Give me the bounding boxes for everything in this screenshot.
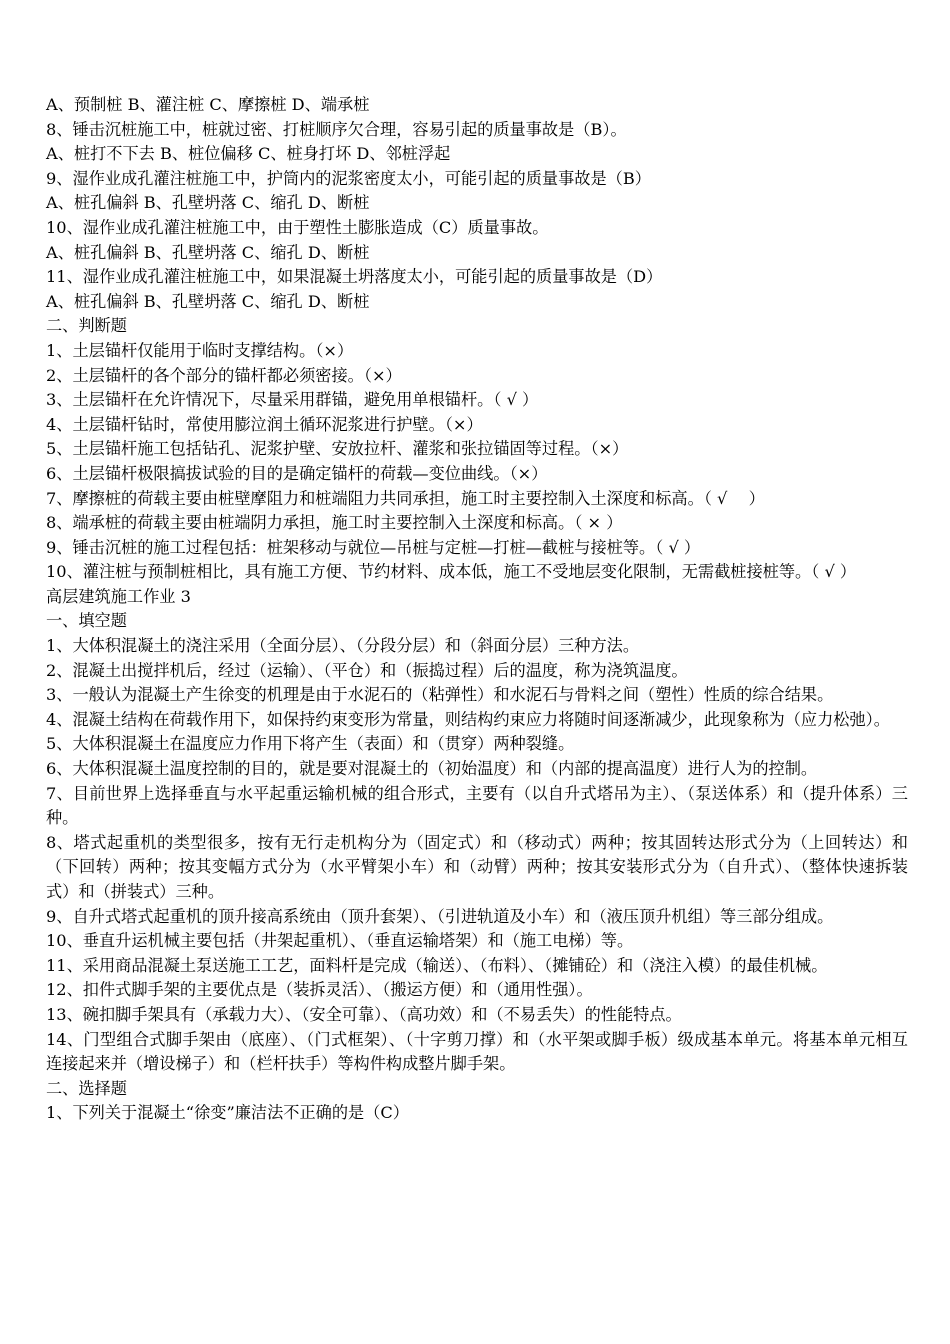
text-line: 4、混凝土结构在荷载作用下，如保持约束变形为常量，则结构约束应力将随时间逐渐减少，此现象称为（应力松弛）。 [46, 709, 890, 729]
text-line: 1、大体积混凝土的浇注采用（全面分层）、（分段分层）和（斜面分层）三种方法。 [46, 636, 640, 656]
text-line: 11、采用商品混凝土泵送施工工艺，面料杆是完成（输送）、（布料）、（摊铺砼）和（浇注入模）的最佳机械。 [46, 955, 828, 975]
text-line: 3、土层锚杆在允许情况下，尽量采用群锚，避免用单根锚杆。（ √ ） [46, 390, 539, 410]
section-heading: 一、填空题 [46, 611, 127, 631]
section-heading: 二、选择题 [46, 1078, 127, 1098]
assignment-title: 高层建筑施工作业 3 [46, 586, 191, 606]
text-line: 2、混凝土出搅拌机后，经过（运输）、（平仓）和（振捣过程）后的温度，称为浇筑温度。 [46, 660, 688, 680]
text-line: 11、湿作业成孔灌注桩施工中，如果混凝土坍落度太小，可能引起的质量事故是（D） [46, 267, 663, 287]
text-line: 10、垂直升运机械主要包括（井架起重机）、（垂直运输塔架）和（施工电梯）等。 [46, 931, 634, 951]
text-line: 7、目前世界上选择垂直与水平起重运输机械的组合形式，主要有（以自升式塔吊为主）、（泵送体系）和（提升体系）三种。 [46, 783, 908, 828]
text-line: 4、土层锚杆钻时，常使用膨泣润土循环泥浆进行护壁。（×） [46, 414, 483, 434]
text-line: A、桩孔偏斜 B、孔壁坍落 C、缩孔 D、断桩 [46, 193, 370, 213]
text-line: A、桩打不下去 B、桩位偏移 C、桩身打坏 D、邻桩浮起 [46, 144, 451, 164]
text-line: 10、灌注桩与预制桩相比，具有施工方便、节约材料、成本低，施工不受地层变化限制，无需截桩接桩等。（ √ ） [46, 562, 857, 582]
text-line: 10、湿作业成孔灌注桩施工中，由于塑性土膨胀造成（C）质量事故。 [46, 217, 549, 237]
text-line: 5、土层锚杆施工包括钻孔、泥浆护壁、安放拉杆、灌浆和张拉锚固等过程。（×） [46, 439, 629, 459]
text-line: 6、大体积混凝土温度控制的目的，就是要对混凝土的（初始温度）和（内部的提高温度）进行人为的控制。 [46, 759, 818, 779]
document-page [46, 93, 908, 1126]
text-line: A、桩孔偏斜 B、孔壁坍落 C、缩孔 D、断桩 [46, 242, 370, 262]
text-line: 3、一般认为混凝土产生徐变的机理是由于水泥石的（粘弹性）和水泥石与骨料之间（塑性）性质的综合结果。 [46, 685, 834, 705]
text-line: A、桩孔偏斜 B、孔壁坍落 C、缩孔 D、断桩 [46, 291, 370, 311]
text-line: A、预制桩 B、灌注桩 C、摩擦桩 D、端承桩 [46, 95, 370, 114]
text-line: 9、锤击沉桩的施工过程包括：桩架移动与就位—吊桩与定桩—打桩—截桩与接桩等。（ √ ） [46, 537, 701, 557]
text-line: 1、下列关于混凝土“徐变”廉洁法不正确的是（C） [46, 1103, 409, 1123]
text-line: 5、大体积混凝土在温度应力作用下将产生（表面）和（贯穿）两种裂缝。 [46, 734, 575, 754]
text-line: 6、土层锚杆极限搞拔试验的目的是确定锚杆的荷载—变位曲线。（×） [46, 463, 548, 483]
text-line: 14、门型组合式脚手架由（底座）、（门式框架）、（十字剪刀撑）和（水平架或脚手板）级成基本单元。将基本单元相互连接起来并（增设梯子）和（栏杆扶手）等构件构成整片脚手架。 [46, 1029, 908, 1074]
text-line: 12、扣件式脚手架的主要优点是（装拆灵活）、（搬运方便）和（通用性强）。 [46, 980, 593, 1000]
text-line: 8、锤击沉桩施工中，桩就过密、打桩顺序欠合理，容易引起的质量事故是（B）。 [46, 119, 627, 139]
text-line: 9、湿作业成孔灌注桩施工中，护筒内的泥浆密度太小，可能引起的质量事故是（B） [46, 168, 651, 188]
text-line: 8、端承桩的荷载主要由桩端阴力承担，施工时主要控制入土深度和标高。（ × ） [46, 513, 623, 533]
text-line: 2、土层锚杆的各个部分的锚杆都必须密接。（×） [46, 365, 402, 385]
text-line: 8、塔式起重机的类型很多，按有无行走机构分为（固定式）和（移动式）两种；按其固转达形式分为（上回转达）和（下回转）两种；按其变幅方式分为（水平臂架小车）和（动臂）两种；按其安装形式分为（自升式）、（整体快速拆装式）和（拼装式）三种。 [46, 832, 908, 901]
text-line: 7、摩擦桩的荷载主要由桩壁摩阻力和桩端阻力共同承担，施工时主要控制入土深度和标高。（ √ ） [46, 488, 765, 508]
text-line: 13、碗扣脚手架具有（承载力大）、（安全可靠）、（高功效）和（不易丢失）的性能特点。 [46, 1004, 682, 1024]
text-line: 9、自升式塔式起重机的顶升接高系统由（顶升套架）、（引进轨道及小车）和（液压顶升机组）等三部分组成。 [46, 906, 834, 926]
section-heading: 二、判断题 [46, 316, 127, 336]
text-line: 1、土层锚杆仅能用于临时支撑结构。（×） [46, 340, 354, 360]
